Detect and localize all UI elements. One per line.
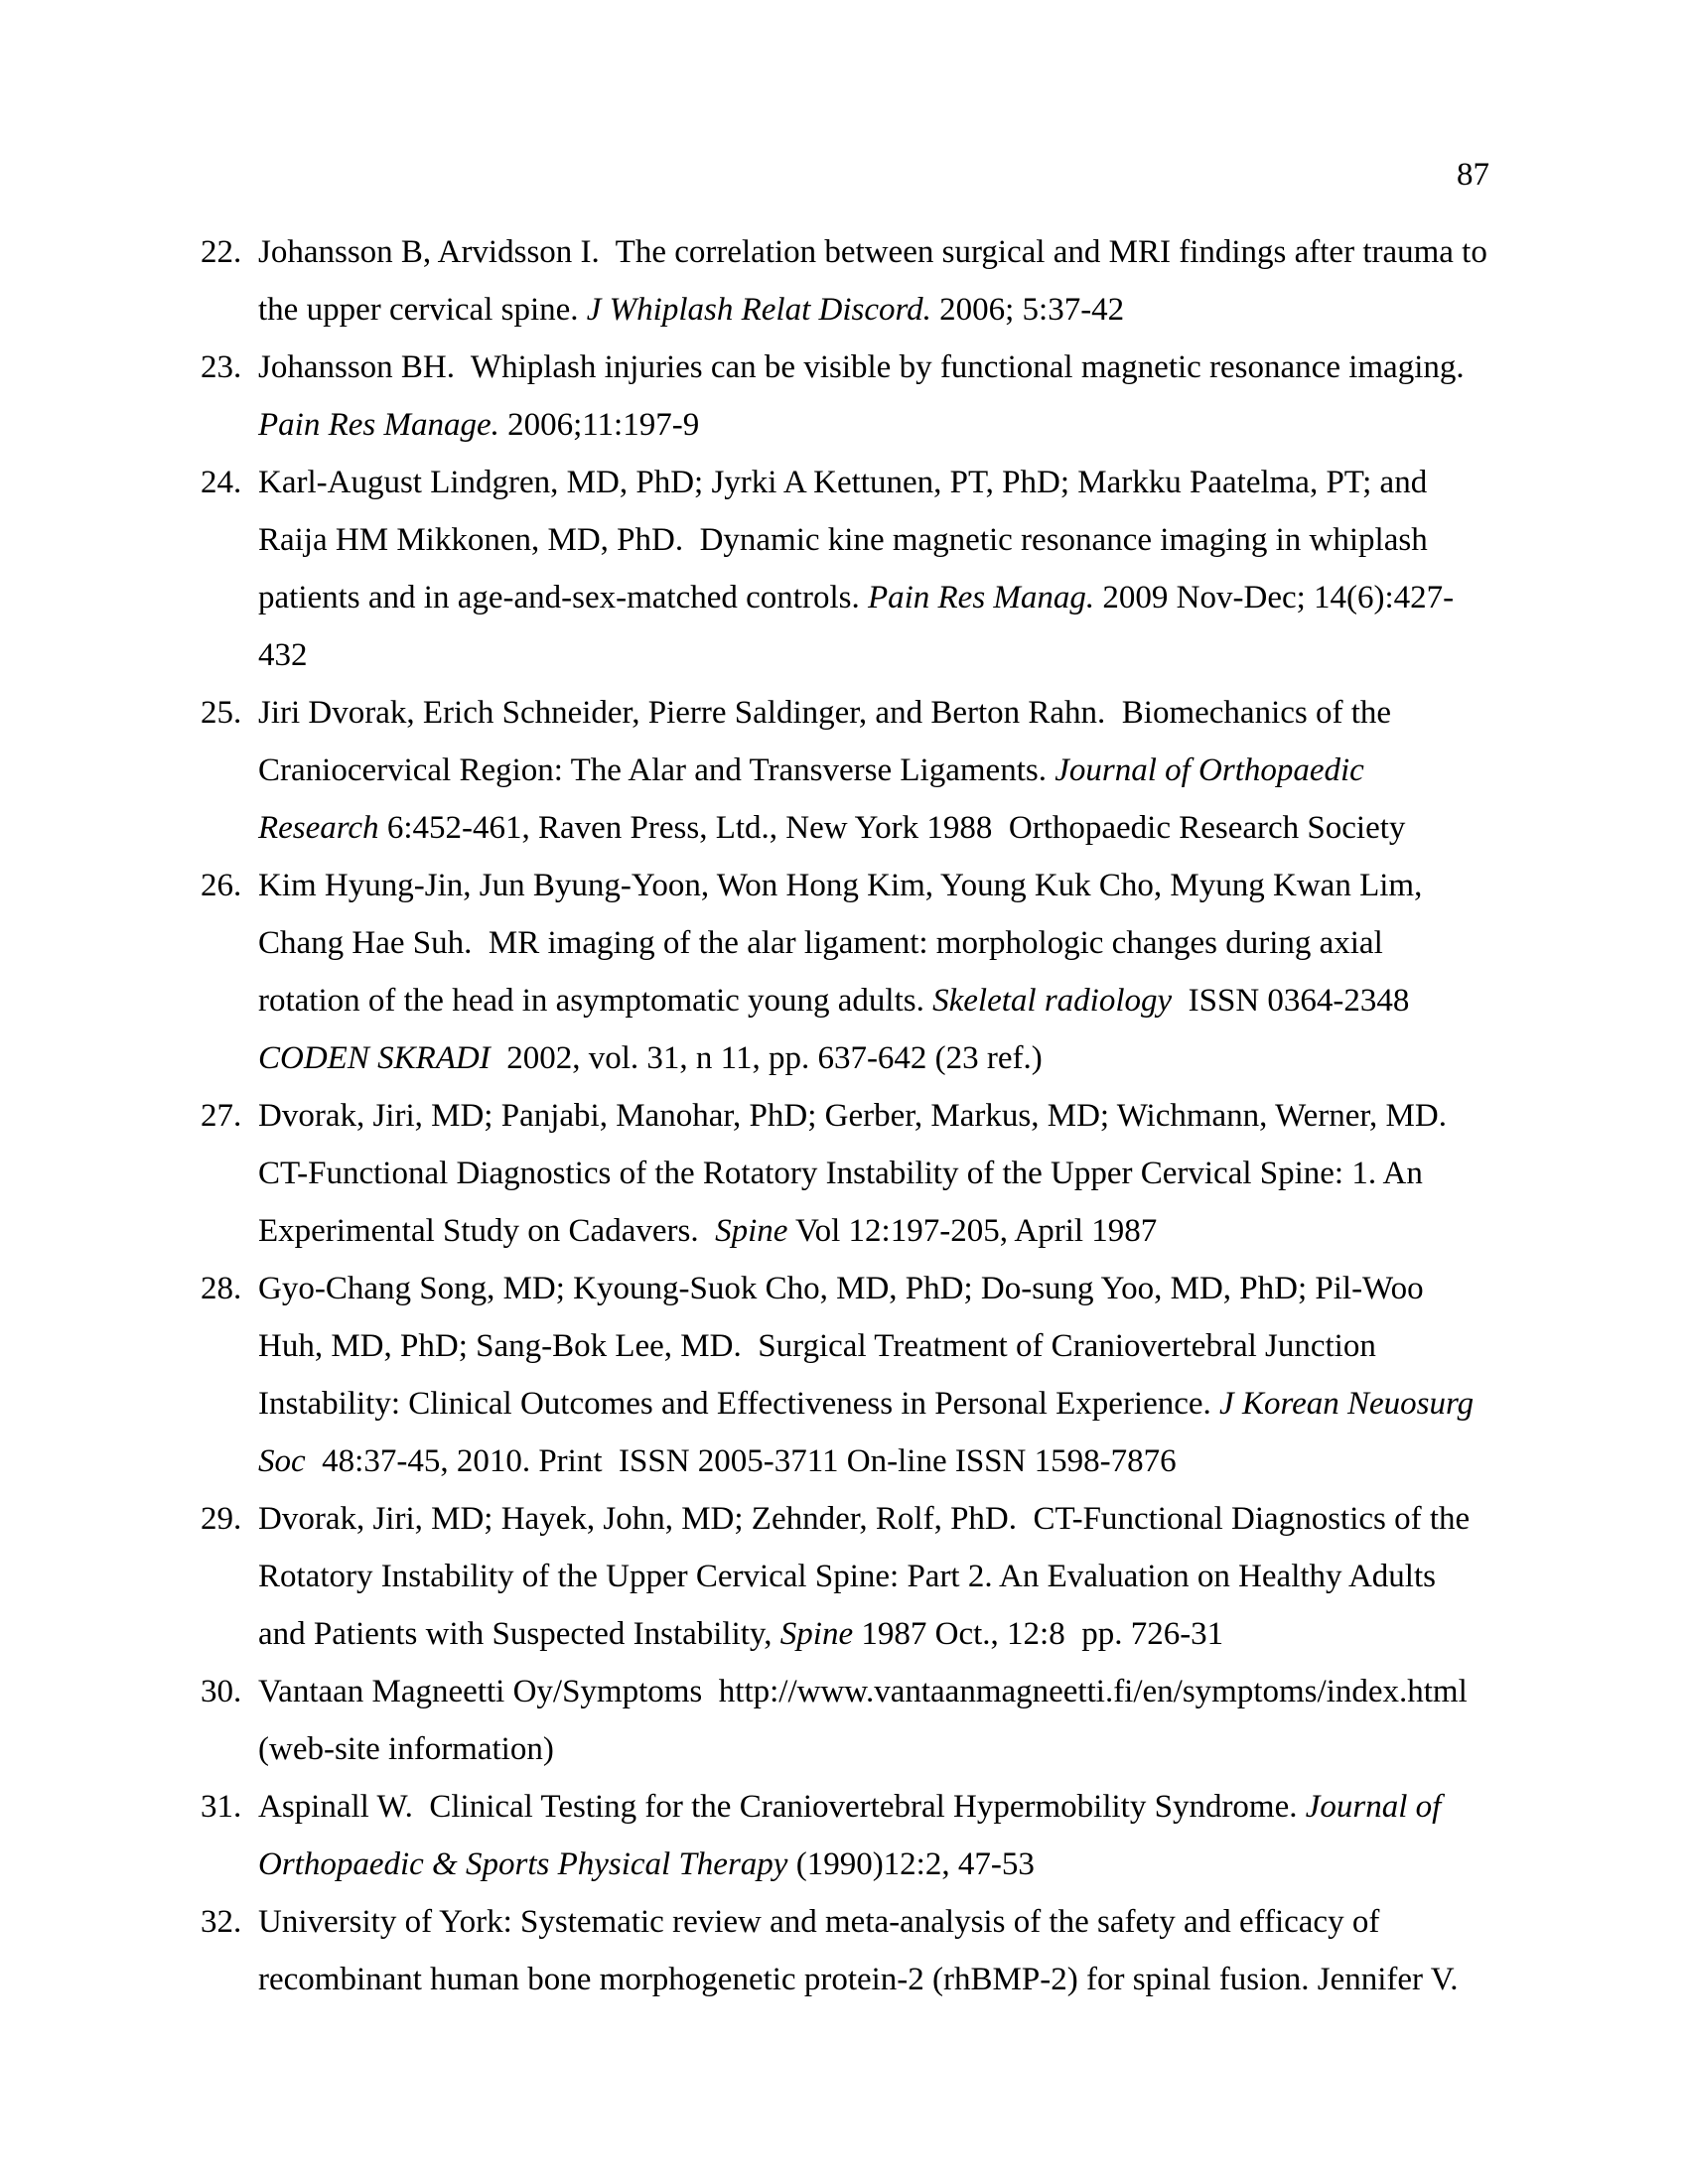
reference-text-segment: University of York: Systematic review and meta-analysis of the safety and efficacy of recombinant human bone morphogenetic protein-2 (rhBMP-2) for spinal fusion. Jennifer V. xyxy=(258,1904,1459,1997)
journal-title-italic: Pain Res Manage. xyxy=(258,407,499,443)
reference-text xyxy=(258,1501,1477,1652)
reference-text-segment: ISSN 0364-2348 xyxy=(1172,983,1418,1019)
reference-text xyxy=(258,1271,1481,1479)
reference-number: 22. xyxy=(201,234,242,270)
journal-title-italic: J Whiplash Relat Discord. xyxy=(586,292,931,328)
journal-title-italic: J Korean Neuosurg Soc xyxy=(258,1386,1482,1479)
reference-text-segment: Vantaan Magneetti Oy/Symptoms http://www.vantaanmagneetti.fi/en/symptoms/index.html (web-site information) xyxy=(258,1674,1477,1767)
reference-number: 29. xyxy=(201,1501,242,1537)
reference-text-segment: Johansson BH. Whiplash injuries can be visible by functional magnetic resonance imaging. xyxy=(258,349,1473,385)
journal-title-italic: Skeletal radiology xyxy=(932,983,1173,1019)
reference-item xyxy=(201,1260,1489,1490)
reference-text xyxy=(258,1789,1450,1882)
journal-title-italic: Spine xyxy=(779,1616,854,1652)
reference-item xyxy=(201,1490,1489,1663)
journal-title-italic: Journal of Orthopaedic Research xyxy=(258,752,1373,846)
reference-item xyxy=(201,684,1489,857)
reference-number: 27. xyxy=(201,1098,242,1134)
reference-text-segment: Dvorak, Jiri, MD; Panjabi, Manohar, PhD; Gerber, Markus, MD; Wichmann, Werner, MD. CT-Functional Diagnostics of the Rotatory Instability of the Upper Cervical Spine: 1. An Experimental Study on Cadavers. xyxy=(258,1098,1464,1249)
reference-item xyxy=(201,339,1489,454)
reference-number: 26. xyxy=(201,868,242,903)
reference-text xyxy=(258,868,1431,1076)
reference-text-segment: 1987 Oct., 12:8 pp. 726-31 xyxy=(853,1616,1224,1652)
reference-number: 28. xyxy=(201,1271,242,1306)
reference-text-segment: 2006; 5:37-42 xyxy=(930,292,1125,328)
journal-title-italic: Spine xyxy=(715,1213,788,1249)
reference-text xyxy=(258,465,1454,673)
reference-text-segment: Karl-August Lindgren, MD, PhD; Jyrki A Kettunen, PT, PhD; Markku Paatelma, PT; and Raija HM Mikkonen, MD, PhD. Dynamic kine magnetic resonance imaging in whiplash patients and in age-and-sex-matched controls. xyxy=(258,465,1436,615)
reference-item xyxy=(201,223,1496,339)
reference-text-segment: Jiri Dvorak, Erich Schneider, Pierre Saldinger, and Berton Rahn. Biomechanics of the Craniocervical Region: The Alar and Transverse Ligaments. xyxy=(258,695,1400,788)
reference-item xyxy=(201,857,1489,1087)
reference-text-segment: Aspinall W. Clinical Testing for the Craniovertebral Hypermobility Syndrome. xyxy=(258,1789,1306,1825)
reference-text-segment: 2002, vol. 31, n 11, pp. 637-642 (23 ref.) xyxy=(490,1040,1043,1076)
reference-text xyxy=(258,1904,1459,1997)
journal-title-italic: Journal of Orthopaedic & Sports Physical Therapy xyxy=(258,1789,1450,1882)
reference-text xyxy=(258,1674,1476,1767)
reference-number: 31. xyxy=(201,1789,242,1825)
reference-text xyxy=(258,1098,1463,1249)
page-number: 87 xyxy=(1457,157,1489,193)
reference-number: 32. xyxy=(201,1904,242,1940)
reference-text-segment: Vol 12:197-205, April 1987 xyxy=(787,1213,1158,1249)
reference-text-segment: 6:452-461, Raven Press, Ltd., New York 1988 Orthopaedic Research Society xyxy=(378,810,1406,846)
journal-title-italic: Pain Res Manag. xyxy=(867,580,1095,615)
reference-text-segment: 2006;11:197-9 xyxy=(498,407,700,443)
reference-item xyxy=(201,1893,1489,2008)
journal-title-italic: CODEN SKRADI xyxy=(258,1040,491,1076)
reference-text-segment: 48:37-45, 2010. Print ISSN 2005-3711 On-line ISSN 1598-7876 xyxy=(305,1443,1177,1479)
reference-text-segment: Johansson B, Arvidsson I. The correlation between surgical and MRI findings after trauma to the upper cervical spine. xyxy=(258,234,1496,328)
reference-text-segment: Kim Hyung-Jin, Jun Byung-Yoon, Won Hong Kim, Young Kuk Cho, Myung Kwan Lim, Chang Hae Suh. MR imaging of the alar ligament: morphologic changes during axial rotation of the head in asymptomatic young adults. xyxy=(258,868,1431,1019)
reference-item xyxy=(201,1087,1489,1260)
reference-text-segment: 2009 Nov-Dec; 14(6):427-432 xyxy=(258,580,1455,673)
reference-number: 23. xyxy=(201,349,242,385)
reference-text xyxy=(258,234,1495,328)
reference-text xyxy=(258,695,1405,846)
reference-item xyxy=(201,1778,1489,1893)
reference-item xyxy=(201,1663,1489,1778)
reference-number: 30. xyxy=(201,1674,242,1709)
reference-text xyxy=(258,349,1473,443)
reference-number: 24. xyxy=(201,465,242,500)
references-list xyxy=(201,223,1496,2008)
reference-item xyxy=(201,454,1489,684)
reference-text-segment: (1990)12:2, 47-53 xyxy=(787,1846,1035,1882)
reference-text-segment: Gyo-Chang Song, MD; Kyoung-Suok Cho, MD, PhD; Do-sung Yoo, MD, PhD; Pil-Woo Huh, MD, PhD; Sang-Bok Lee, MD. Surgical Treatment of Craniovertebral Junction Instability: Clinical Outcomes and Effectiveness in Personal Experience. xyxy=(258,1271,1432,1422)
reference-number: 25. xyxy=(201,695,242,731)
reference-text-segment: Dvorak, Jiri, MD; Hayek, John, MD; Zehnder, Rolf, PhD. CT-Functional Diagnostics of the Rotatory Instability of the Upper Cervical Spine: Part 2. An Evaluation on Healthy Adults and Patients with Suspected Instability, xyxy=(258,1501,1478,1652)
